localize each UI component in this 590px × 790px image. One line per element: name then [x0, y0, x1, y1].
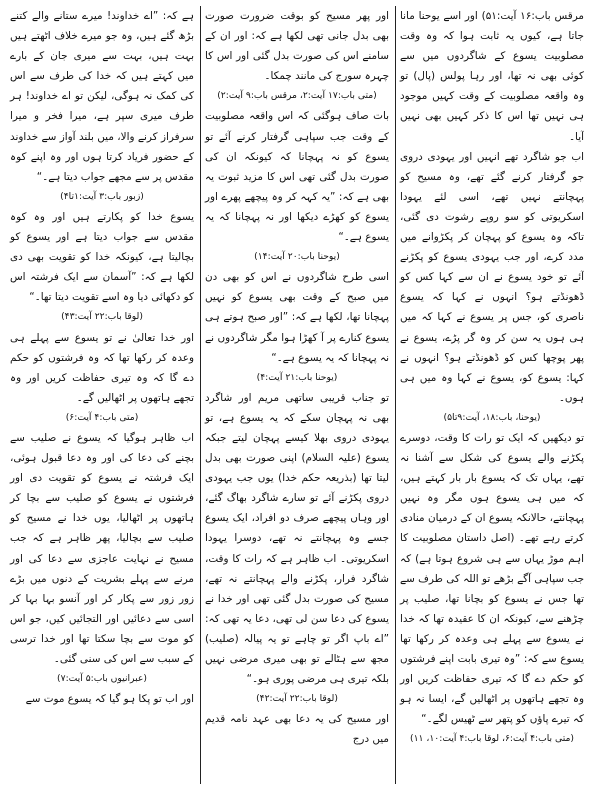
- verse-reference: (یوحنا باب:۲۰ آیت:۱۴): [254, 251, 340, 263]
- body-paragraph: تو جناب قریبی ساتھی مریم اور شاگرد بھی نہ پہچان سکے کہ یہ یسوع ہے، تو یہودی دروی بھلا کیسے پہچان لیتے جبکہ یسوع (علیہ السلام) اپنی صورت بھی بدل لیتا تھا (بذریعہ حکم خدا) یوں جب یہودی دروی پکڑنے آئے تو سارے شاگرد بھاگ گئے، اور وہاں پیچھے صرف دو افراد، ایک یسوع جسے وہ پہچانتے نہ تھے، دوسرا یہودا اسکریوتی۔ اب ظاہر ہے کہ رات کا وقت، شاگرد فرار، پکڑنے والے پہچانتے نہ تھے، مسیح کی صورت بدل گئی تھی اور خدا نے یسوع کی دعا سن لی تھی، دعا یہ تھی کہ: ”اے باپ اگر تو چاہے تو یہ پیالہ (صلیب) مجھ سے ہٹالے تو بھی میری مرضی نہیں بلکہ تیری ہی مرضی پوری ہو۔“: [205, 391, 389, 686]
- body-paragraph: مرقس باب:۱۶ آیت:۵۱) اور اسے یوحنا مانا جاتا ہے، کیوں یہ ثابت ہوا کہ وہ وقت مصلوبیت یسوع کے شاگردوں میں سے کوئی بھی نہ تھا، اور رہا پولس (پال) تو وہ واقعہ مصلوبیت کے وقت کہیں موجود ہی نہیں تھا اس کا ذکر کہیں بھی نہیں آیا۔: [400, 10, 584, 143]
- body-paragraph: اور خدا تعالیٰ نے تو یسوع سے پہلے ہی وعدہ کر رکھا تھا کہ وہ فرشتوں کو حکم دے گا کہ وہ تیری حفاظت کریں اور وہ تجھے ہاتھوں پر اٹھالیں گے۔: [10, 331, 194, 404]
- document-page: [6, 6, 584, 784]
- text-column-right: [395, 6, 584, 784]
- verse-reference: (لوقا باب:۲۲ آیت:۴۳): [61, 311, 143, 323]
- body-paragraph: تو دیکھیں کہ ایک تو رات کا وقت، دوسرے پکڑنے والے یسوع کی شکل سے آشنا نہ تھے، یہاں تک کہ یسوع بار بار کہتے ہیں، کہ میں ہی یسوع ہوں مگر وہ نہیں پہچانتے، حالانکہ یسوع ان کے درمیان منادی کرتے رہے تھے۔ (اصل داستان مصلوبیت کا اہم موڑ یہاں سے ہی شروع ہوتا ہے) کہ جب سپاہی آگے بڑھے تو اللہ کی طرف سے تھا جس نے یسوع کو بچانا تھا، صلیب پر چڑھنے سے، کیونکہ ان کا عقیدہ تھا کہ خدا نے یسوع سے پہلے ہی وعدہ کر رکھا تھا یسوع سے کہ: ”وہ تیری بابت اپنے فرشتوں کو حکم دے گا کہ تیری حفاظت کریں اور وہ تجھے ہاتھوں پر اٹھالیں گے، ایسا نہ ہو کہ تیرے پاؤں کو پتھر سے ٹھیس لگے۔“: [400, 431, 584, 726]
- verse-reference: (لوقا باب:۲۲ آیت:۴۲): [256, 693, 338, 705]
- body-paragraph: بات صاف ہوگئی کہ اس واقعہ مصلوبیت کے وقت جب سپاہی گرفتار کرنے آئے تو یسوع کو نہ پہچانا کہ کیونکہ ان کی صورت بدل گئی تھی اس کا مزید ثبوت یہ بھی ہے کہ: ”یہ کہہ کر وہ پیچھے پھرے اور یسوع کو کھڑے دیکھا اور نہ پہچانا کہ یہ یسوع ہے۔“: [205, 110, 389, 244]
- body-paragraph: ہے کہ: ”اے خداوند! میرے ستانے والے کتنے بڑھ گئے ہیں، وہ جو میرے خلاف اٹھتے ہیں بہت ہیں، بہت سے میری جان کے بارے میں کہتے ہیں کہ خدا کی طرف سے اس کی کمک نہ ہوگی، لیکن تو اے خداوند! ہر طرف میری سپر ہے، میرا فخر و میرا سرفراز کرنے والا، میں بلند آواز سے خداوند کے حضور فریاد کرتا ہوں اور وہ اپنے کوہ مقدس پر سے مجھے جواب دیتا ہے۔“: [10, 10, 194, 183]
- text-column-middle: [200, 6, 389, 784]
- body-paragraph: اور مسیح کی یہ دعا بھی عہد نامہ قدیم میں درج: [205, 713, 389, 746]
- body-paragraph: اسی طرح شاگردوں نے اس کو بھی دن میں صبح کے وقت بھی یسوع کو نہیں پہچانا تھا، لکھا ہے کہ: ”اور صبح ہوتے ہی یسوع کنارے پر آ کھڑا ہوا مگر شاگردوں نے نہ پہچانا کہ یہ یسوع ہے۔“: [205, 271, 389, 364]
- body-paragraph: اب جو شاگرد تھے انہیں اور یہودی دروی جو گرفتار کرنے گئے تھے، وہ مسیح کو پہچانتے نہیں تھے، اسی لئے یہودا اسکریوتی کو سو روپے رشوت دی گئی، تاکہ وہ یسوع کو پہچان کر پکڑوانے میں مدد کرے، اور جب یہودی یسوع کو پکڑنے آئے تو خود یسوع نے ان سے کہا کس کو ڈھونڈتے ہو؟ انہوں نے کہا کہ یسوع ناصری کو، جس پر یسوع نے کہا کہ میں ہی ہوں یہ سن کر وہ گر پڑے، یسوع نے پھر پوچھا کس کو ڈھونڈتے ہو؟ انہوں نے کہا: یسوع کو، یسوع نے کہا وہ میں ہی ہوں۔: [400, 150, 584, 404]
- text-column-left: [6, 6, 194, 784]
- body-paragraph: اب ظاہر ہوگیا کہ یسوع نے صلیب سے بچنے کی دعا کی اور وہ دعا قبول ہوئی، ایک فرشتہ نے یسوع کو تقویت دی اور فرشتوں نے یسوع کو صلیب سے بچا کر ہاتھوں پر اٹھالیا، یوں خدا نے مسیح کو صلیب سے بچالیا، پھر ظاہر ہے کہ جب مسیح نے نہایت عاجزی سے دعا کی اور مرنے سے پہلے بشریت کے دنوں میں بڑے زور زور سے پکار کر اور آنسو بہا بہا کر اسی سے دعائیں اور التجائیں کیں، جو اس کو موت سے بچا سکتا تھا اور خدا ترسی کے سبب سے اس کی سنی گئی۔: [10, 431, 194, 665]
- verse-reference: (متی باب:۱۷ آیت:۲، مرقس باب:۹ آیت:۲): [217, 90, 377, 102]
- body-paragraph: یسوع خدا کو پکارتے ہیں اور وہ کوہ مقدس سے جواب دیتا ہے اور یسوع کو بچالیتا ہے، کیونکہ خدا کو تقویت بھی دی لکھا ہے کہ: ”آسمان سے ایک فرشتہ اس کو دکھائی دیا وہ اسے تقویت دیتا تھا۔“: [10, 210, 194, 304]
- verse-reference: (یوحنا، باب:۱۸، آیت:۹تا۵): [443, 411, 541, 423]
- verse-reference: (متی باب:۴ آیت:۶، لوقا باب:۴ آیت:۱۰، ۱۱): [410, 733, 574, 745]
- body-paragraph: اور اب تو پکا ہو گیا کہ یسوع موت سے: [25, 693, 194, 706]
- body-paragraph: اور پھر مسیح کو بوقت ضرورت صورت بھی بدل جانی تھی لکھا ہے کہ: اور ان کے سامنے اس کی صورت بدل گئی اور اس کا چہرہ سورج کی مانند چمکا۔: [205, 10, 389, 83]
- verse-reference: (زبور باب:۳ آیت:۱تا۴): [60, 190, 144, 202]
- verse-reference: (یوحنا باب:۲۱ آیت:۴): [256, 371, 338, 383]
- verse-reference: (متی باب:۴ آیت:۶): [65, 411, 139, 423]
- verse-reference: (عبرانیوں باب:۵ آیت:۷): [57, 673, 147, 685]
